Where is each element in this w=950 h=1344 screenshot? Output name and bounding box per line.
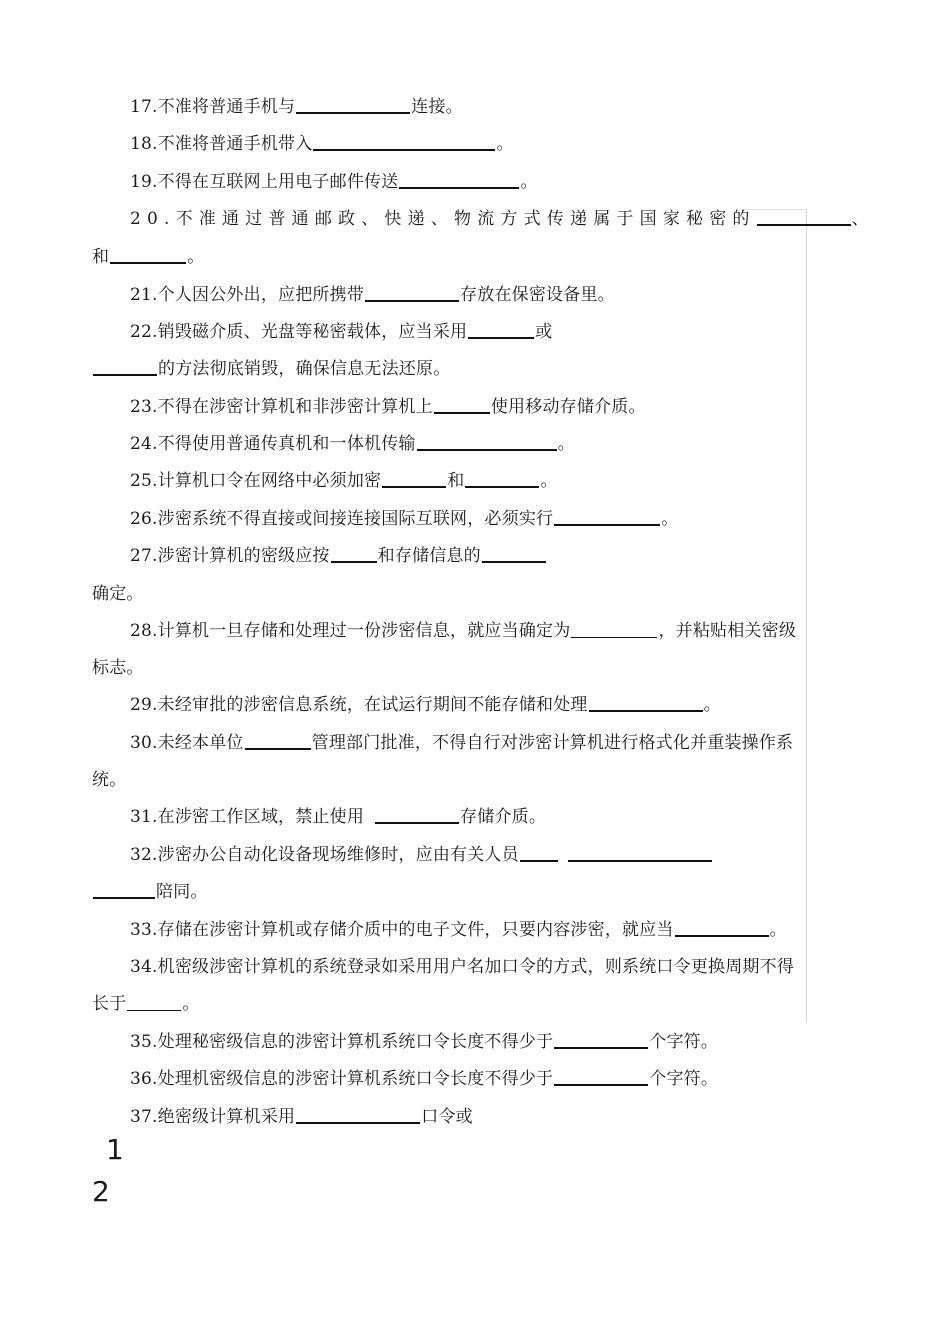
question-text: 存储介质。	[460, 807, 547, 827]
question-18	[130, 133, 514, 155]
answer-blank[interactable]	[482, 545, 546, 563]
question-text: 18.不准将普通手机带入	[130, 134, 313, 154]
question-text: 确定。	[92, 584, 144, 604]
question-text: 。	[703, 695, 721, 715]
question-text: 、	[851, 209, 869, 229]
question-text: 30.未经本单位	[130, 733, 244, 753]
question-17	[130, 96, 463, 118]
question-text: 。	[557, 434, 575, 454]
answer-blank[interactable]	[313, 133, 495, 151]
answer-blank[interactable]	[331, 545, 377, 563]
question-24	[130, 433, 575, 455]
answer-blank[interactable]	[554, 1031, 648, 1049]
question-33	[130, 919, 787, 941]
question-text: 21.个人因公外出，应把所携带	[130, 285, 365, 305]
question-text: 个字符。	[649, 1069, 719, 1089]
question-35	[130, 1031, 718, 1053]
question-21	[130, 284, 615, 306]
question-20	[130, 208, 869, 230]
question-22-cont	[92, 358, 450, 380]
question-text: 统。	[92, 770, 127, 790]
question-36	[130, 1068, 718, 1090]
question-text: 陪同。	[156, 882, 208, 902]
question-20-cont	[92, 246, 204, 268]
question-22	[130, 321, 552, 343]
answer-blank[interactable]	[520, 844, 558, 862]
question-text: 和存储信息的	[377, 546, 481, 566]
answer-blank[interactable]	[93, 881, 155, 899]
question-30	[130, 732, 793, 754]
answer-blank[interactable]	[568, 844, 712, 862]
question-text: 个字符。	[649, 1032, 719, 1052]
question-text: 连接。	[411, 97, 463, 117]
question-text: 17.不准将普通手机与	[130, 97, 296, 117]
question-28-cont	[92, 657, 144, 679]
answer-blank[interactable]	[417, 433, 557, 451]
answer-blank[interactable]	[296, 96, 410, 114]
answer-blank[interactable]	[465, 470, 539, 488]
question-34	[130, 956, 794, 978]
question-text: 的方法彻底销毁，确保信息无法还原。	[158, 359, 451, 379]
question-text: 。	[187, 247, 205, 267]
question-30-cont	[92, 769, 126, 791]
question-text: 19.不得在互联网上用电子邮件传送	[130, 172, 399, 192]
question-text: 34.机密级涉密计算机的系统登录如采用用户名加口令的方式，则系统口令更换周期不得	[130, 957, 795, 977]
answer-blank[interactable]	[399, 171, 519, 189]
answer-blank[interactable]	[571, 621, 657, 638]
question-text: 管理部门批准，不得自行对涉密计算机进行格式化并重装操作系	[311, 733, 794, 753]
question-23	[130, 396, 646, 418]
question-26	[130, 508, 678, 530]
question-text: 35.处理秘密级信息的涉密计算机系统口令长度不得少于	[130, 1032, 554, 1052]
question-text: 和	[92, 247, 110, 267]
answer-blank[interactable]	[589, 694, 703, 712]
question-text: 。	[520, 172, 538, 192]
question-text: 26.涉密系统不得直接或间接连接国际互联网，必须实行	[130, 509, 554, 529]
question-text: 33.存储在涉密计算机或存储介质中的电子文件，只要内容涉密，就应当	[130, 920, 674, 940]
question-text: 23.不得在涉密计算机和非涉密计算机上	[130, 397, 433, 417]
question-text: 长于	[92, 994, 127, 1014]
answer-blank[interactable]	[434, 396, 490, 414]
question-text: 36.处理机密级信息的涉密计算机系统口令长度不得少于	[130, 1069, 554, 1089]
page-number-line-2: 2	[92, 1175, 110, 1208]
question-text: 25.计算机口令在网络中必须加密	[130, 471, 382, 491]
question-31	[130, 806, 546, 828]
answer-blank[interactable]	[757, 208, 851, 226]
question-34-cont	[92, 993, 200, 1015]
question-text: 标志。	[92, 658, 144, 678]
question-text: 。	[769, 920, 787, 940]
answer-blank[interactable]	[127, 994, 181, 1011]
question-32-cont	[92, 881, 208, 903]
answer-blank[interactable]	[468, 321, 534, 339]
answer-blank[interactable]	[554, 508, 660, 526]
question-text: 22.销毁磁介质、光盘等秘密载体，应当采用	[130, 322, 468, 342]
page-number-line-1: 1	[106, 1133, 124, 1166]
question-text: 或	[535, 322, 553, 342]
question-27	[130, 545, 547, 567]
answer-blank[interactable]	[675, 919, 769, 937]
question-32	[130, 844, 713, 866]
answer-blank[interactable]	[245, 732, 311, 750]
question-28	[130, 620, 796, 642]
question-text: 27.涉密计算机的密级应按	[130, 546, 330, 566]
question-text: 32.涉密办公自动化设备现场维修时，应由有关人员	[130, 845, 519, 865]
answer-blank[interactable]	[554, 1068, 648, 1086]
question-text: 31.在涉密工作区域，禁止使用	[130, 807, 365, 827]
question-text: 28.计算机一旦存储和处理过一份涉密信息，就应当确定为	[130, 621, 571, 641]
question-19	[130, 171, 538, 193]
question-text: 29.未经审批的涉密信息系统，在试运行期间不能存储和处理	[130, 695, 588, 715]
question-text: 。	[540, 471, 558, 491]
question-text: 。	[182, 994, 200, 1014]
answer-blank[interactable]	[110, 246, 186, 264]
answer-blank[interactable]	[365, 284, 459, 302]
question-text: 37.绝密级计算机采用	[130, 1107, 296, 1127]
answer-blank[interactable]	[382, 470, 446, 488]
question-25	[130, 470, 558, 492]
answer-blank[interactable]	[296, 1106, 420, 1124]
question-29	[130, 694, 721, 716]
question-37	[130, 1106, 473, 1128]
question-27-cont	[92, 583, 144, 605]
question-text: 使用移动存储介质。	[490, 397, 646, 417]
answer-blank[interactable]	[93, 358, 157, 376]
answer-blank[interactable]	[375, 806, 459, 824]
question-text: 24.不得使用普通传真机和一体机传输	[130, 434, 416, 454]
question-text: 。	[661, 509, 679, 529]
question-text: 口令或	[421, 1107, 473, 1127]
question-text: 20.不准通过普通邮政、快递、物流方式传递属于国家秘密的	[130, 209, 756, 229]
question-text: 和	[447, 471, 465, 491]
question-text: ，并粘贴相关密级	[658, 621, 797, 641]
question-text: 。	[496, 134, 514, 154]
question-text: 存放在保密设备里。	[460, 285, 615, 305]
